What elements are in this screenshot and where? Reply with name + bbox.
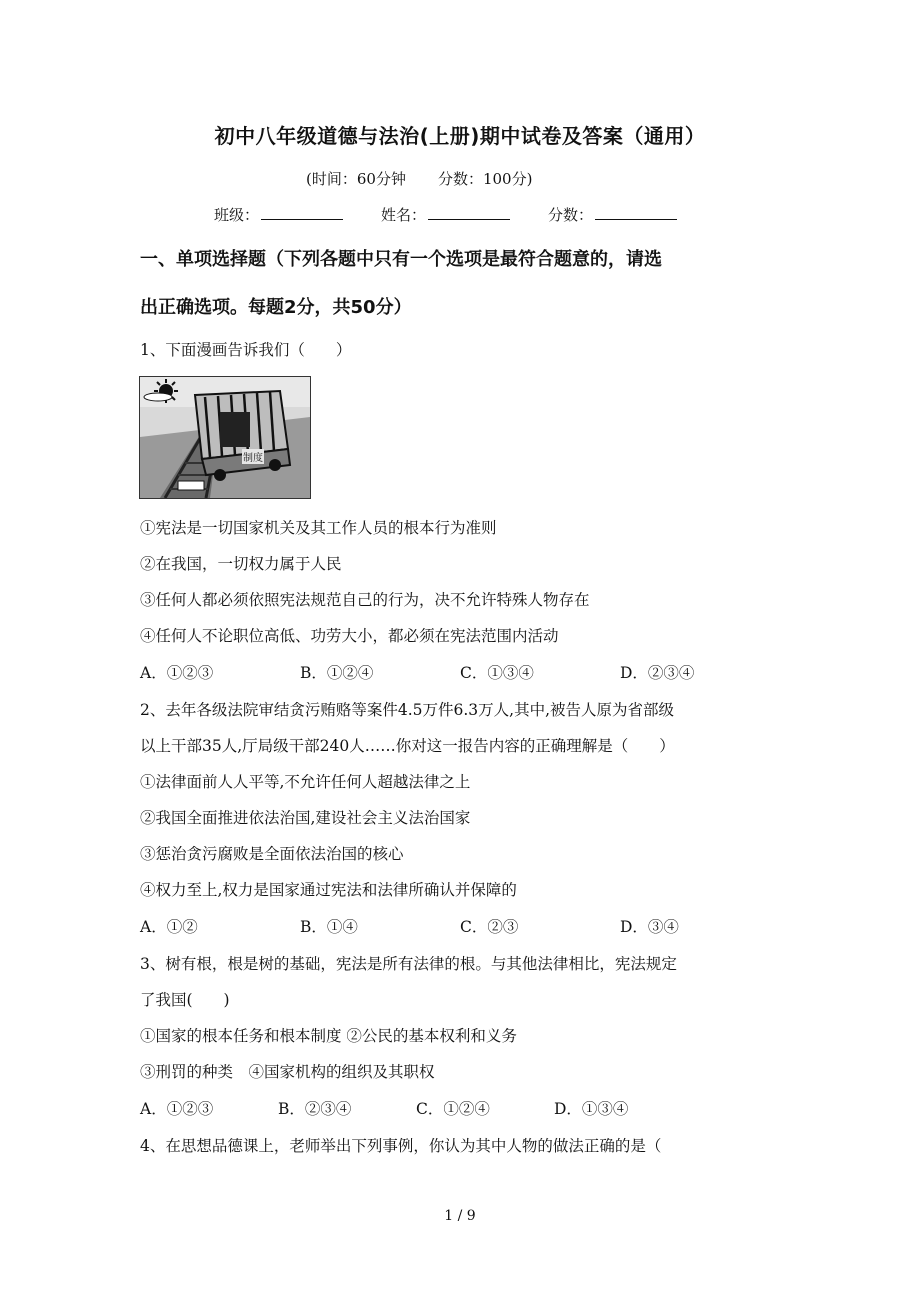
exam-meta: [306, 168, 532, 189]
class-blank[interactable]: [261, 203, 343, 220]
exam-time: (时间：60分钟: [306, 170, 406, 188]
page-title: 初中八年级道德与法治(上册)期中试卷及答案（通用）: [214, 124, 706, 148]
q4-stem: 4、在思想品德课上，老师举出下列事例，你认为其中人物的做法正确的是（: [140, 1137, 662, 1155]
q1-item-2: ②在我国，一切权力属于人民: [140, 555, 342, 573]
q2-stem-line1: 2、去年各级法院审结贪污贿赂等案件4.5万件6.3万人,其中,被告人原为省部级: [140, 701, 675, 719]
q3-item-1: ①国家的根本任务和根本制度 ②公民的基本权利和义务: [140, 1027, 517, 1045]
section-heading-line2: 出正确选项。每题2分，共50分）: [140, 297, 412, 318]
q3-option-b[interactable]: B．②③④: [278, 1100, 352, 1118]
section-heading-line1: 一、单项选择题（下列各题中只有一个选项是最符合题意的，请选: [140, 249, 662, 270]
name-label: 姓名：: [381, 206, 427, 224]
name-blank[interactable]: [428, 203, 510, 220]
q1-item-4: ④任何人不论职位高低、功劳大小，都必须在宪法范围内活动: [140, 627, 559, 645]
q1-item-1: ①宪法是一切国家机关及其工作人员的根本行为准则: [140, 519, 497, 537]
q2-item-1: ①法律面前人人平等,不允许任何人超越法律之上: [140, 773, 471, 791]
q1-options: [140, 661, 694, 683]
score-field: [548, 203, 677, 225]
q2-item-3: ③惩治贪污腐败是全面依法治国的核心: [140, 845, 404, 863]
q2-options: [140, 915, 679, 937]
q1-option-d[interactable]: D．②③④: [620, 664, 695, 682]
q3-item-2: ③刑罚的种类 ④国家机构的组织及其职权: [140, 1063, 435, 1081]
class-field: [214, 203, 343, 225]
score-label: 分数：: [548, 206, 594, 224]
q2-option-b[interactable]: B．①④: [300, 918, 358, 936]
page-number: 1 / 9: [444, 1208, 476, 1224]
q3-option-c[interactable]: C．①②④: [416, 1100, 490, 1118]
q3-option-d[interactable]: D．①③④: [554, 1100, 629, 1118]
q1-option-a[interactable]: A．①②③: [140, 664, 214, 682]
q1-option-c[interactable]: C．①③④: [460, 664, 534, 682]
exam-total-score: 分数：100分): [437, 170, 533, 188]
q2-option-a[interactable]: A．①②: [140, 918, 198, 936]
q2-option-c[interactable]: C．②③: [460, 918, 519, 936]
name-field: [381, 203, 510, 225]
q1-item-3: ③任何人都必须依照宪法规范自己的行为，决不允许特殊人物存在: [140, 591, 590, 609]
q2-stem-line2: 以上干部35人,厅局级干部240人……你对这一报告内容的正确理解是（ ）: [140, 737, 675, 755]
cartoon-illustration: [140, 377, 310, 498]
q3-stem-line1: 3、树有根，根是树的基础，宪法是所有法律的根。与其他法律相比，宪法规定: [140, 955, 677, 973]
cartoon-label: 制度: [242, 449, 264, 464]
score-blank[interactable]: [595, 203, 677, 220]
cage-icon: [195, 391, 290, 481]
cartoon-image: [139, 376, 311, 499]
q3-option-a[interactable]: A．①②③: [140, 1100, 214, 1118]
q2-item-2: ②我国全面推进依法治国,建设社会主义法治国家: [140, 809, 471, 827]
q2-item-4: ④权力至上,权力是国家通过宪法和法律所确认并保障的: [140, 881, 517, 899]
student-info-fields: [214, 203, 715, 225]
q3-options: [140, 1097, 628, 1119]
class-label: 班级：: [214, 206, 260, 224]
q1-option-b[interactable]: B．①②④: [300, 664, 374, 682]
q1-stem: 1、下面漫画告诉我们（ ）: [140, 341, 352, 359]
q3-stem-line2: 了我国( ): [140, 991, 230, 1009]
q2-option-d[interactable]: D．③④: [620, 918, 679, 936]
